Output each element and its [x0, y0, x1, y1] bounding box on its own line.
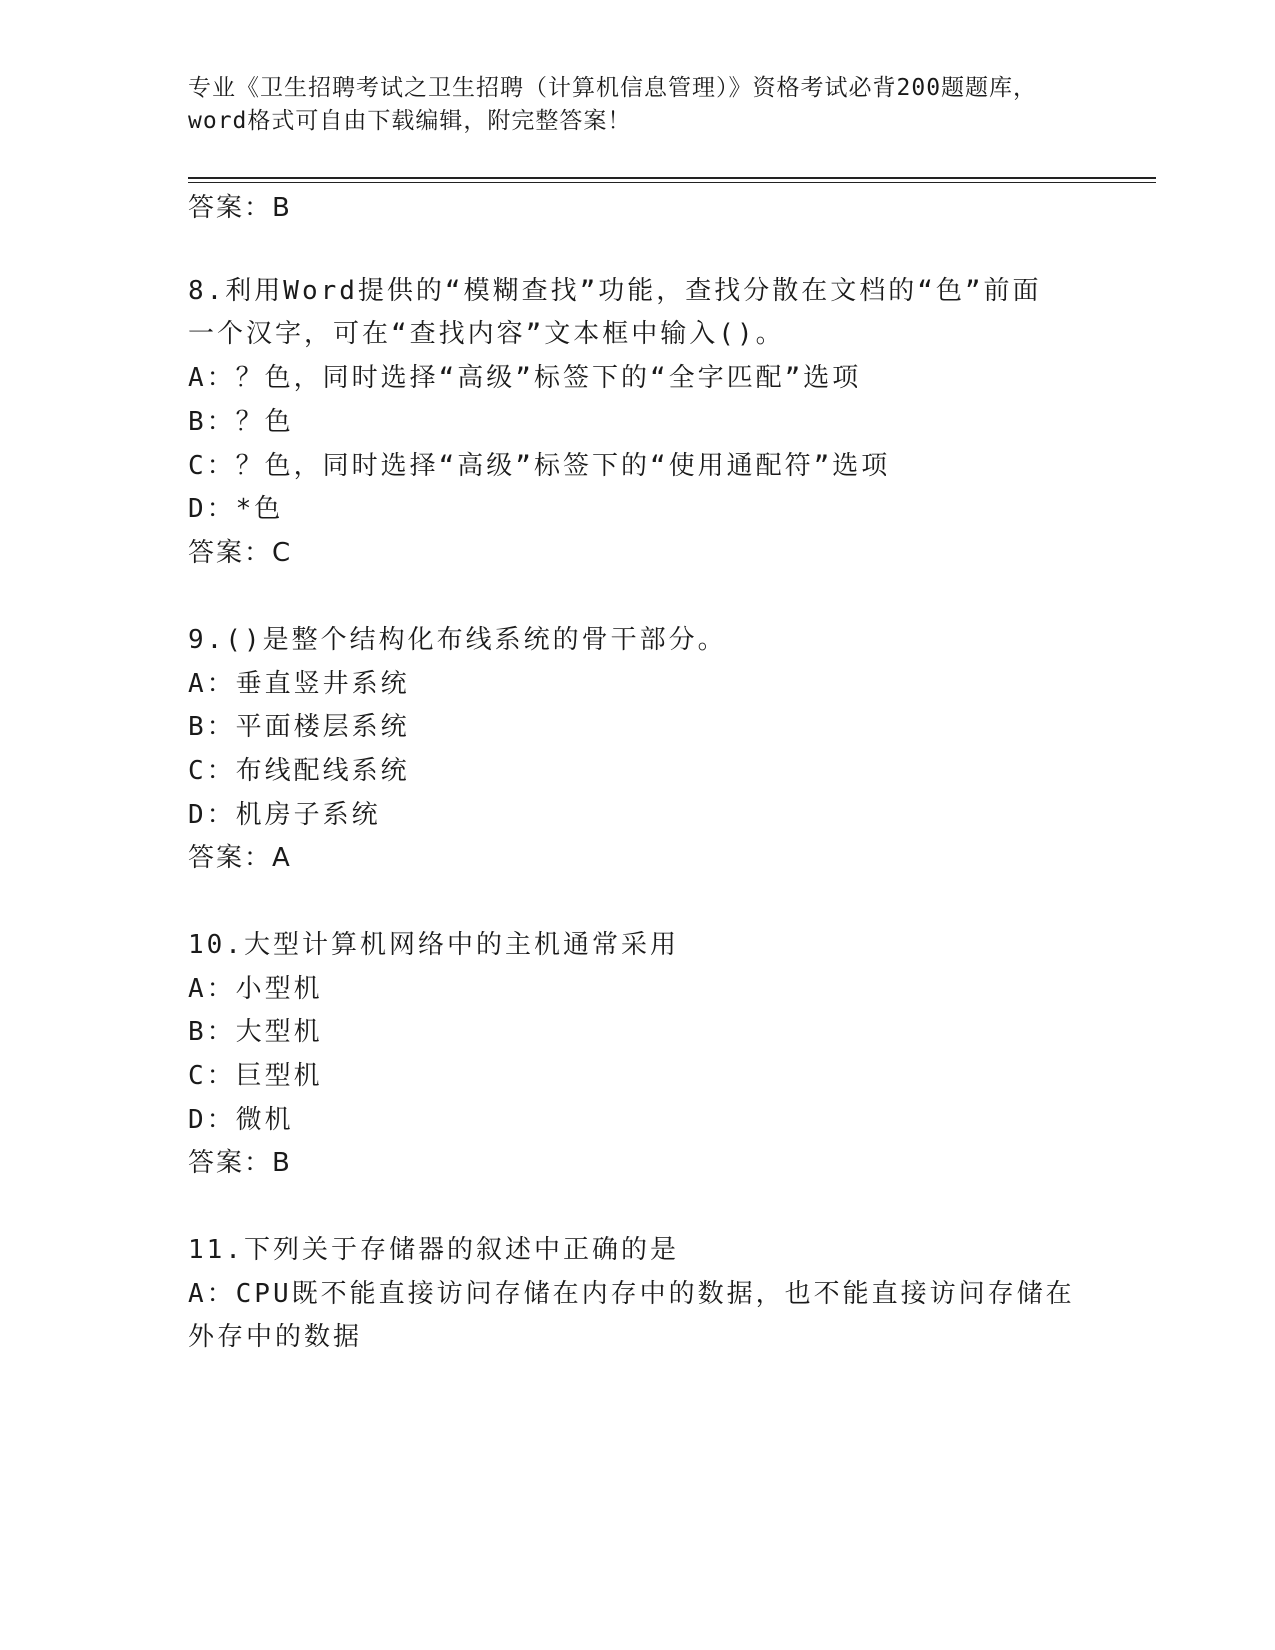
option-a: A：垂直竖井系统 — [188, 669, 410, 699]
option-a: A：小型机 — [188, 974, 323, 1004]
option-d: D：机房子系统 — [188, 800, 381, 830]
document-header — [188, 72, 1088, 138]
question-stem: 11.下列关于存储器的叙述中正确的是 — [188, 1235, 679, 1265]
option-b: B：大型机 — [188, 1017, 323, 1047]
option-c: C：？色，同时选择“高级”标签下的“使用通配符”选项 — [188, 451, 891, 481]
option-c: C：布线配线系统 — [188, 756, 410, 786]
option-d: D：微机 — [188, 1105, 294, 1135]
option-b: B：？色 — [188, 407, 294, 437]
option-a: A：CPU既不能直接访问存储在内存中的数据，也不能直接访问存储在 — [188, 1279, 1075, 1309]
answer-line: 答案：A — [188, 843, 292, 873]
answer-line: 答案：C — [188, 538, 293, 568]
option-c: C：巨型机 — [188, 1061, 323, 1091]
question-stem: 9.()是整个结构化布线系统的骨干部分。 — [188, 625, 727, 655]
question-stem: 10.大型计算机网络中的主机通常采用 — [188, 930, 679, 960]
option-b: B：平面楼层系统 — [188, 712, 410, 742]
option-a-continued: 外存中的数据 — [188, 1322, 363, 1352]
answer-line: 答案：B — [188, 193, 292, 223]
question-stem: 8.利用Word提供的“模糊查找”功能，查找分散在文档的“色”前面 — [188, 276, 1042, 306]
header-divider-thin — [188, 182, 1156, 183]
header-divider-thick — [188, 177, 1156, 179]
header-line-2: word格式可自由下载编辑，附完整答案！ — [188, 108, 632, 134]
option-a: A：？色，同时选择“高级”标签下的“全字匹配”选项 — [188, 363, 862, 393]
header-line-1: 专业《卫生招聘考试之卫生招聘（计算机信息管理）》资格考试必背200题题库， — [188, 75, 1038, 101]
answer-line: 答案：B — [188, 1148, 292, 1178]
question-stem-continued: 一个汉字，可在“查找内容”文本框中输入()。 — [188, 319, 785, 349]
option-d: D：*色 — [188, 494, 284, 524]
